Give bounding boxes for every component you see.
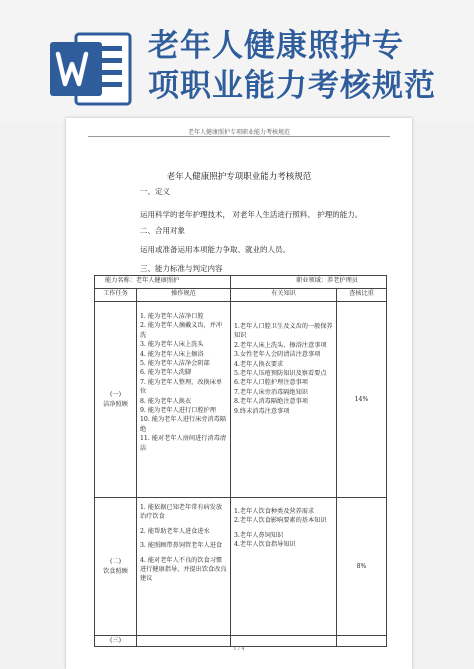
header-divider (88, 136, 390, 137)
list-item: 8.老年人消毒隔绝注意事项 (234, 398, 308, 406)
section-heading-scope: 二、合用对象 (140, 226, 185, 235)
list-item: 1. 能为老年人洁净口腔 (140, 313, 204, 320)
section-heading-standards: 三、能力标准与判定内容 (140, 264, 223, 273)
banner-title (148, 26, 468, 106)
table-row (95, 302, 387, 498)
list-item: 4. 能为老年人床上擦浴 (140, 350, 204, 358)
table-info-row (95, 276, 387, 289)
banner-title-line1: 老年人健康照护专 (148, 28, 404, 64)
table-row (95, 498, 387, 636)
list-item: 2. 能帮助老年人进食进水 (140, 527, 210, 535)
ability-name: 能力名称：老年人健康照护 (95, 276, 231, 289)
knowledge-cell (231, 302, 337, 498)
standards-table (94, 275, 387, 647)
document-page (66, 118, 412, 669)
list-item: 7.老年人床旁消毒隔绝知识 (234, 388, 308, 396)
list-item: 1.老年人口腔卫生及义齿的一般保养知识 (234, 323, 333, 340)
task-cell (95, 498, 137, 636)
procedure-cell (137, 302, 231, 498)
table-header-row (95, 289, 387, 302)
task-name: 饮食照顾 (103, 567, 128, 575)
list-item: 9.终末消毒注意事项 (234, 407, 290, 415)
list-item: 6.老年人口腔护理注意事项 (234, 379, 308, 387)
task-cell: (三) (95, 636, 137, 647)
occupational-field: 职业领域：养老护理员 (231, 276, 387, 289)
list-item: 3.老年人鼻饲知识 (234, 531, 284, 539)
definition-text: 运用科学的老年护理技术， 对老年人生活进行照料、 护理的能力。 (140, 210, 363, 219)
column-header: 工作任务 (95, 289, 137, 302)
page-header: 老年人健康照护专项职业能力考核规范 (187, 129, 290, 136)
document-title: 老年人健康照护专项职业能力考核规范 (166, 172, 312, 182)
knowledge-cell (231, 498, 337, 636)
list-item: 3. 能照顾带鼻饲管老年人进食 (140, 542, 223, 550)
list-item: 5.老年人压疮预防知识及察看要点 (234, 370, 327, 378)
list-item: 4. 能对老年人不良的饮食习惯进行健康指导，并提出饮食改良建议 (140, 556, 227, 583)
banner-title-line2: 项职业能力考核规范 (148, 68, 436, 104)
table-row (95, 636, 387, 647)
list-item: 3.女性老年人会阴清洁注意事项 (234, 351, 321, 359)
section-heading-definition: 一、定义 (140, 187, 170, 196)
list-item: 2. 能为老年人摘戴义齿，并冲洗 (140, 322, 223, 339)
task-name: 洁净照顾 (103, 400, 128, 408)
list-item: 1.老年人饮食种类及营养需求 (234, 508, 315, 515)
task-number: (二) (109, 558, 121, 566)
list-item: 4.老年人换衣要求 (234, 360, 284, 368)
column-header: 有关知识 (231, 289, 337, 302)
list-item: 4.老年人饮食指导知识 (234, 541, 296, 549)
column-header: 查核比重 (337, 289, 387, 302)
task-number: (一) (109, 391, 121, 399)
scope-text: 运用或准备运用本项能力争取、就业的人员。 (140, 245, 290, 254)
column-header: 操作规范 (137, 289, 231, 302)
list-item: 2.老年人床上洗头、擦浴注意事项 (234, 341, 327, 349)
task-cell (95, 302, 137, 498)
weight-cell: 8% (337, 498, 387, 636)
word-icon (50, 32, 132, 106)
page-number: 1 / 4 (233, 646, 245, 652)
list-item: 11. 能对老年人房间进行消毒清洁 (140, 435, 227, 452)
knowledge-cell (231, 636, 337, 647)
list-item: 1. 能依据已知老年常有病发放治疗饮食 (140, 504, 223, 521)
list-item: 2.老年人饮食影响要素的基本知识 (234, 517, 327, 525)
list-item: 8. 能为老年人换衣 (140, 397, 192, 405)
list-item: 6. 能为老年人洗脚 (140, 369, 192, 377)
weight-cell: 14% (337, 302, 387, 498)
list-item: 3. 能为老年人床上洗头 (140, 341, 204, 349)
list-item: 5. 能为老年人洁净会阴部 (140, 360, 210, 368)
list-item: 10. 能为老年人进行床旁消毒隔绝 (140, 416, 227, 433)
weight-cell (337, 636, 387, 647)
procedure-cell (137, 498, 231, 636)
banner (0, 0, 474, 122)
procedure-cell (137, 636, 231, 647)
list-item: 9. 能为老年人进行口腔护理 (140, 407, 216, 415)
list-item: 7. 能为老年人整理，改换床单位 (140, 378, 223, 396)
